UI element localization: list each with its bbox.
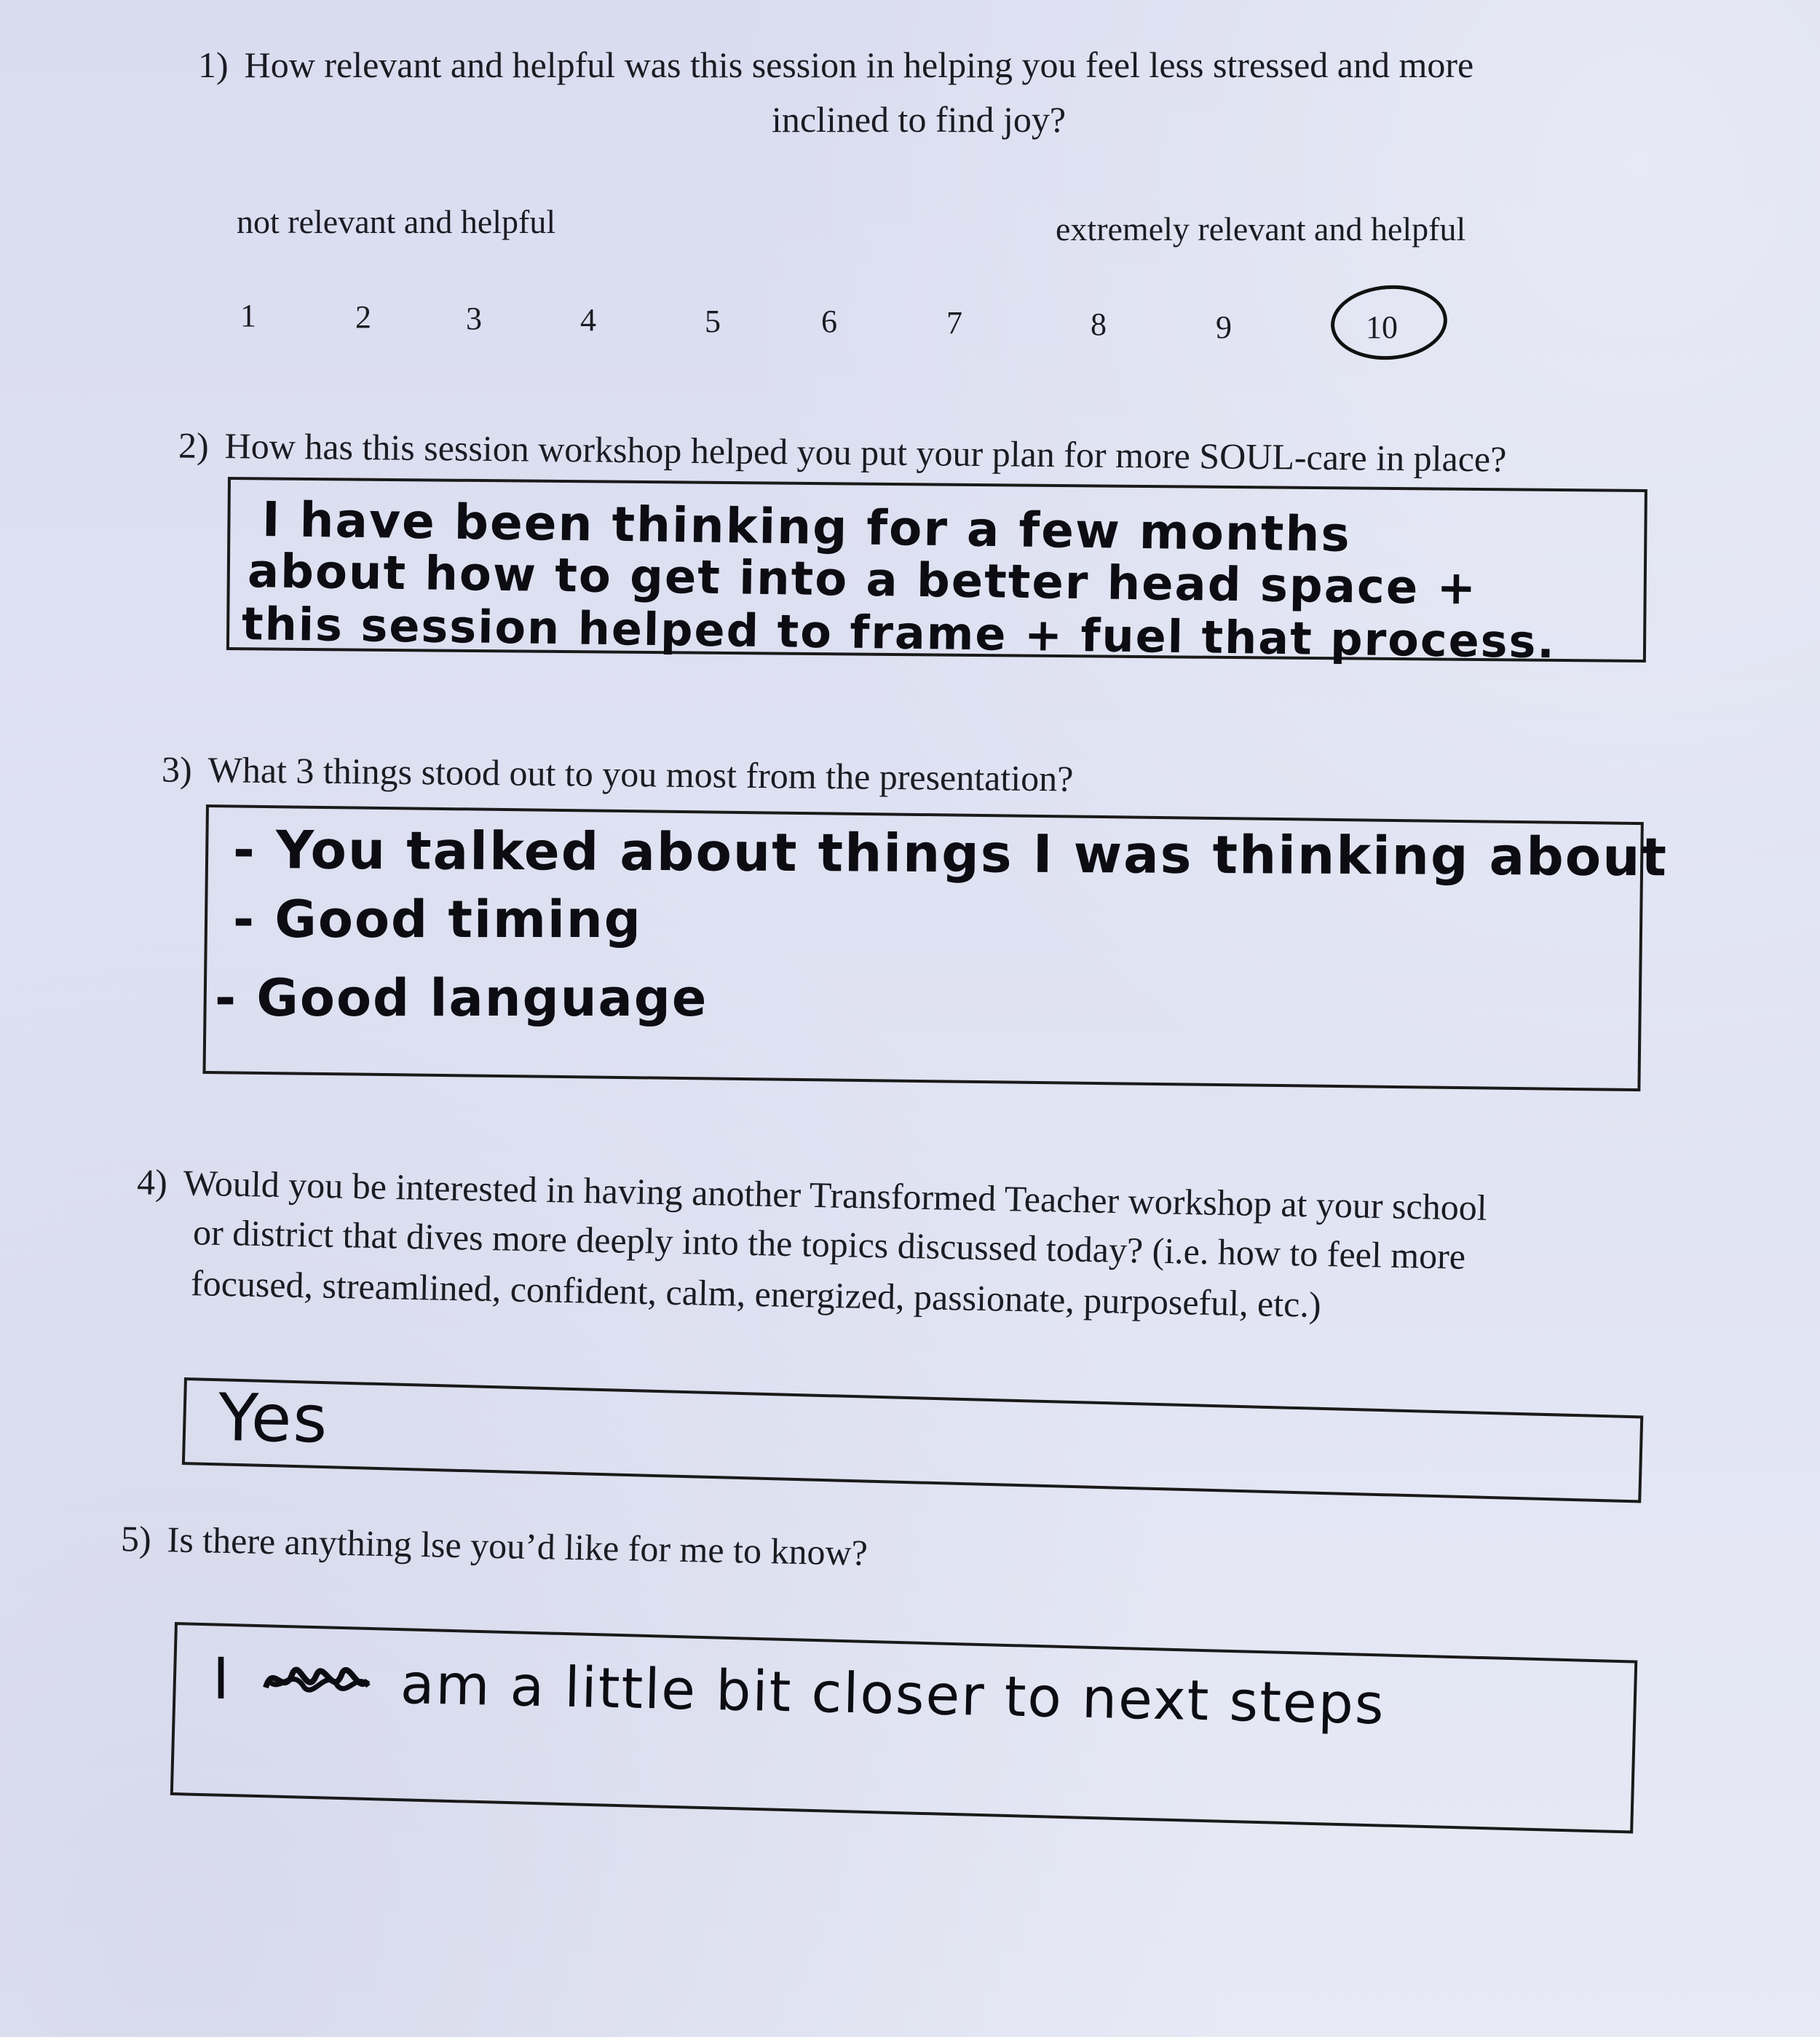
question-4-text-line-3: focused, streamlined, confident, calm, energized, passionate, purposeful, etc.) — [190, 1262, 1322, 1325]
rating-option-10[interactable]: 10 — [1366, 309, 1398, 345]
question-number: 4) — [136, 1161, 168, 1203]
rating-option-8[interactable]: 8 — [1091, 306, 1107, 342]
answer-5-start: I — [213, 1647, 232, 1712]
answer-box-5[interactable] — [170, 1622, 1638, 1834]
answer-2-line-1: I have been thinking for a few months — [261, 491, 1352, 563]
question-number: 2) — [178, 424, 209, 466]
question-5 — [120, 1516, 868, 1575]
question-text: How has this session workshop helped you put your plan for more SOUL-care in place? — [224, 425, 1507, 480]
answer-3-line-3: - Good language — [215, 968, 708, 1028]
question-number: 5) — [120, 1518, 152, 1559]
rating-option-5[interactable]: 5 — [705, 304, 721, 339]
rating-option-7[interactable]: 7 — [946, 305, 962, 341]
question-text: Is there anything lse you’d like for me to know? — [167, 1519, 869, 1573]
rating-option-6[interactable]: 6 — [821, 304, 837, 339]
rating-option-9[interactable]: 9 — [1216, 309, 1232, 345]
question-4-text-line-2: or district that dives more deeply into the topics discussed today? (i.e. how to feel more — [192, 1211, 1466, 1277]
question-text: Would you be interested in having another Transformed Teacher workshop at your school — [183, 1162, 1488, 1228]
selected-rating-circle — [1329, 282, 1450, 364]
crossed-out-scribble — [262, 1658, 371, 1702]
question-1 — [198, 42, 1473, 88]
question-1-text-line-2: inclined to find joy? — [772, 99, 1067, 140]
scale-high-label: extremely relevant and helpful — [1056, 210, 1466, 248]
answer-box-4[interactable] — [182, 1377, 1643, 1503]
answer-2-line-2: about how to get into a better head space + — [247, 545, 1478, 616]
question-number: 1) — [198, 44, 229, 85]
rating-option-2[interactable]: 2 — [355, 299, 371, 335]
rating-option-1[interactable]: 1 — [240, 298, 256, 333]
answer-3-line-1: - You talked about things I was thinking about — [232, 819, 1669, 888]
answer-4-text: Yes — [218, 1380, 330, 1458]
question-number: 3) — [161, 748, 192, 790]
answer-3-line-2: - Good timing — [233, 890, 642, 949]
rating-option-4[interactable]: 4 — [580, 302, 596, 338]
question-text: How relevant and helpful was this session in helping you feel less stressed and more — [244, 44, 1474, 85]
scale-low-label: not relevant and helpful — [237, 203, 556, 240]
answer-2-line-3: this session helped to frame + fuel that process. — [241, 597, 1556, 669]
rating-option-3[interactable]: 3 — [466, 301, 482, 336]
question-2 — [178, 422, 1507, 482]
question-3 — [162, 746, 1074, 802]
answer-5-text: am a little bit closer to next steps — [400, 1651, 1386, 1737]
question-text: What 3 things stood out to you most from the presentation? — [207, 749, 1074, 799]
